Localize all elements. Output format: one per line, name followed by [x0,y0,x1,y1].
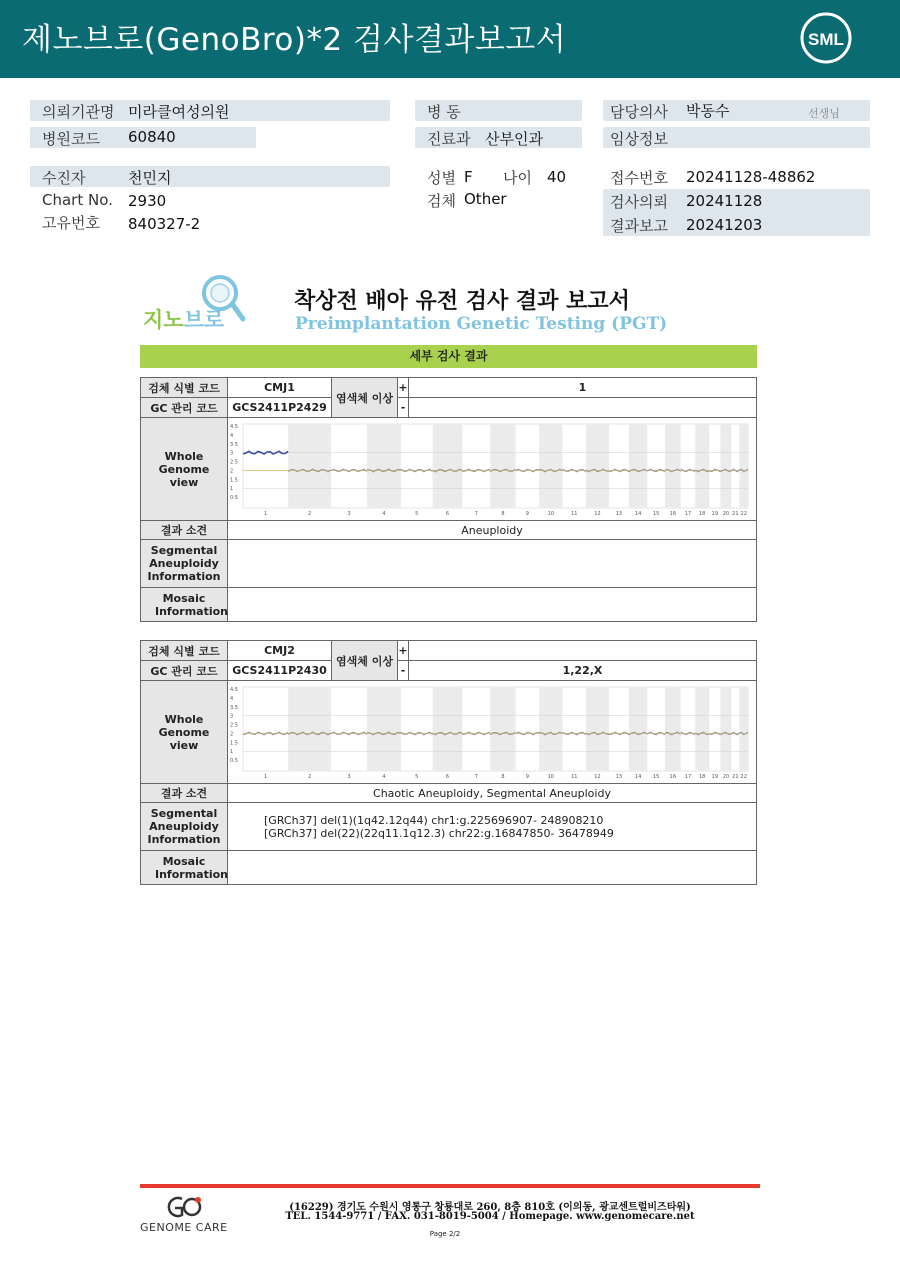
y-tick-label: 0.5 [230,495,238,502]
chromosome-band [629,687,648,771]
x-tick-label: 7 [474,774,478,780]
x-tick-label: 13 [615,511,623,517]
clinical-label: 임상정보 [610,130,668,148]
x-tick-label: 13 [615,774,623,780]
y-tick-label: 3.5 [230,704,238,711]
x-tick-label: 6 [445,511,450,517]
doctor-label: 담당의사 [610,103,668,121]
finding-label: 결과 소견 [141,521,228,540]
sex-value: F [464,168,473,186]
chromosome-band [665,424,681,508]
id-label: 고유번호 [42,214,100,232]
y-tick-label: 4.5 [230,687,238,693]
x-tick-label: 10 [547,774,554,780]
gc-code-value: GCS2411P2429 [228,398,332,418]
whole-genome-label: Whole Genome view [141,681,228,784]
x-tick-label: 5 [415,511,419,517]
x-tick-label: 5 [415,774,419,780]
department-value: 산부인과 [485,130,543,148]
x-tick-label: 22 [740,511,747,517]
x-tick-label: 3 [347,774,351,780]
y-tick-label: 0.5 [230,758,238,765]
chromosome-band [367,424,401,508]
x-tick-label: 4 [382,774,386,780]
x-tick-label: 17 [684,774,692,780]
footer-divider [140,1184,760,1188]
x-tick-label: 18 [699,774,706,780]
x-tick-label: 19 [711,511,719,517]
mosaic-value [228,851,757,885]
id-value: 840327-2 [128,215,201,233]
x-tick-label: 2 [307,774,312,780]
x-tick-label: 1 [263,511,268,517]
sex-label: 성별 [427,169,456,187]
x-tick-label: 12 [594,511,601,517]
institution-value: 미라클여성의원 [128,103,230,121]
receipt-label: 접수번호 [610,169,668,187]
chromosome-band [629,424,648,508]
y-tick-label: 1 [230,749,234,756]
chromosome-band [288,424,331,508]
x-tick-label: 22 [740,774,747,780]
gain-sign: + [398,378,409,398]
chromosome-band [367,687,401,771]
header-bar [0,0,900,78]
x-tick-label: 8 [501,774,505,780]
chromosome-band [433,687,463,771]
x-tick-label: 15 [652,511,660,517]
chromosome-band [433,424,463,508]
x-tick-label: 21 [732,774,739,780]
report-main-title: 착상전 배아 유전 검사 결과 보고서 [294,289,630,314]
y-tick-label: 4 [230,695,234,702]
y-tick-label: 2 [230,468,234,475]
x-tick-label: 11 [571,511,578,517]
x-tick-label: 18 [699,511,706,517]
loss-value [409,398,757,418]
genobro-logo-text: 지노브로 [143,309,225,331]
specimen-value: Other [464,190,507,208]
y-tick-label: 3 [230,713,234,720]
report-date-value: 20241203 [686,216,763,234]
request-value: 20241128 [686,192,763,210]
x-tick-label: 6 [445,774,450,780]
x-tick-label: 2 [307,511,312,517]
x-tick-label: 21 [732,511,739,517]
finding-value: Chaotic Aneuploidy, Segmental Aneuploidy [228,784,757,803]
whole-genome-plot-1 [228,418,755,517]
section-header: 세부 검사 결과 [140,345,757,368]
loss-sign: - [398,398,409,418]
y-tick-label: 1.5 [230,477,238,484]
y-tick-label: 1.5 [230,740,238,747]
y-tick-label: 3.5 [230,441,238,448]
y-tick-label: 1 [230,486,234,493]
genomecare-logo-text: GENOME CARE [140,1221,228,1234]
report-subtitle: Preimplantation Genetic Testing (PGT) [295,314,668,334]
chromosome-band [490,424,515,508]
x-tick-label: 11 [571,774,578,780]
x-tick-label: 7 [474,511,478,517]
chromosome-band [539,687,562,771]
segmental-value [228,540,757,588]
finding-value: Aneuploidy [228,521,757,540]
y-tick-label: 3 [230,450,234,457]
x-tick-label: 9 [525,774,529,780]
sample-table-1 [140,377,757,622]
gc-code-label: GC 관리 코드 [141,398,228,418]
segmental-line: [GRCh37] del(22)(22q11.1q12.3) chr22:g.16847850- 36478949 [264,826,614,840]
chromosome-band [739,687,748,771]
segmental-line: [GRCh37] del(1)(1q42.12q44) chr1:g.225696907- 248908210 [264,813,604,827]
x-tick-label: 20 [722,774,730,780]
chromosome-band [539,424,562,508]
chromosome-band [695,687,709,771]
chromosome-band [720,687,731,771]
x-tick-label: 1 [263,774,268,780]
whole-genome-plot-2 [228,681,755,780]
chromosome-band [586,424,609,508]
ward-label: 병 동 [427,103,461,121]
specimen-code-value: CMJ1 [228,378,332,398]
report-title: 제노브로(GenoBro)*2 검사결과보고서 [22,22,567,58]
specimen-code-value: CMJ2 [228,641,332,661]
sml-logo-text: SML [808,30,844,49]
x-tick-label: 14 [634,774,642,780]
x-tick-label: 3 [347,511,351,517]
whole-genome-label: Whole Genome view [141,418,228,521]
x-tick-label: 15 [652,774,660,780]
chromosome-band [288,687,331,771]
x-tick-label: 4 [382,511,386,517]
segmental-label: Segmental Aneuploidy Information [141,540,228,588]
y-tick-label: 2.5 [230,459,238,466]
chromosome-band [695,424,709,508]
x-tick-label: 14 [634,511,642,517]
whole-genome-cell [228,681,757,784]
report-date-label: 결과보고 [610,217,668,235]
y-tick-label: 4 [230,432,234,439]
department-label: 진료과 [427,130,471,148]
y-tick-label: 4.5 [230,424,238,430]
page-number: Page 2/2 [429,1230,461,1238]
receipt-value: 20241128-48862 [686,168,816,186]
mosaic-value [228,588,757,622]
genomecare-logo-icon [162,1195,204,1219]
age-label: 나이 [503,169,532,187]
x-tick-label: 8 [501,511,505,517]
y-tick-label: 2.5 [230,722,238,729]
gain-value: 1 [409,378,757,398]
name-label: 수진자 [42,169,86,187]
mosaic-label: Mosaic Information [141,851,228,885]
x-tick-label: 12 [594,774,601,780]
chart-label: Chart No. [42,191,113,209]
abnormal-label: 염색체 이상 [332,641,398,681]
hospital-code-label: 병원코드 [42,130,100,148]
sml-logo [800,12,852,64]
hospital-code-value: 60840 [128,128,176,146]
chart-value: 2930 [128,192,167,210]
x-tick-label: 19 [711,774,719,780]
chromosome-band [490,687,515,771]
gain-value [409,641,757,661]
x-tick-label: 16 [669,774,677,780]
x-tick-label: 16 [669,511,677,517]
y-tick-label: 2 [230,731,234,738]
age-value: 40 [547,168,567,186]
specimen-label: 검체 [427,192,456,210]
name-value: 천민지 [128,169,172,187]
loss-value: 1,22,X [409,661,757,681]
footer-contact: TEL. 1544-9771 / FAX. 031-8019-5004 / Homepage. www.genomecare.net [285,1211,695,1222]
abnormal-label: 염색체 이상 [332,378,398,418]
doctor-suffix: 선생님 [808,107,840,120]
request-label: 검사의뢰 [610,193,668,211]
chromosome-band [665,687,681,771]
gc-code-label: GC 관리 코드 [141,661,228,681]
x-tick-label: 10 [547,511,554,517]
loss-sign: - [398,661,409,681]
gain-sign: + [398,641,409,661]
doctor-value: 박동수 [686,102,730,120]
specimen-code-label: 검체 식별 코드 [141,378,228,398]
x-tick-label: 20 [722,511,730,517]
whole-genome-cell [228,418,757,521]
mosaic-label: Mosaic Information [141,588,228,622]
x-tick-label: 9 [525,511,529,517]
sample-table-2 [140,640,757,885]
gc-code-value: GCS2411P2430 [228,661,332,681]
finding-label: 결과 소견 [141,784,228,803]
genobro-logo [143,273,255,331]
footer-address: (16229) 경기도 수원시 영통구 창룡대로 260, 8층 810호 (이의동, 광교센트럴비즈타워) [289,1202,691,1213]
institution-label: 의뢰기관명 [42,103,115,121]
chromosome-band [586,687,609,771]
segmental-value [228,803,757,851]
segmental-label: Segmental Aneuploidy Information [141,803,228,851]
specimen-code-label: 검체 식별 코드 [141,641,228,661]
x-tick-label: 17 [684,511,692,517]
chromosome-band [739,424,748,508]
chromosome-band [720,424,731,508]
